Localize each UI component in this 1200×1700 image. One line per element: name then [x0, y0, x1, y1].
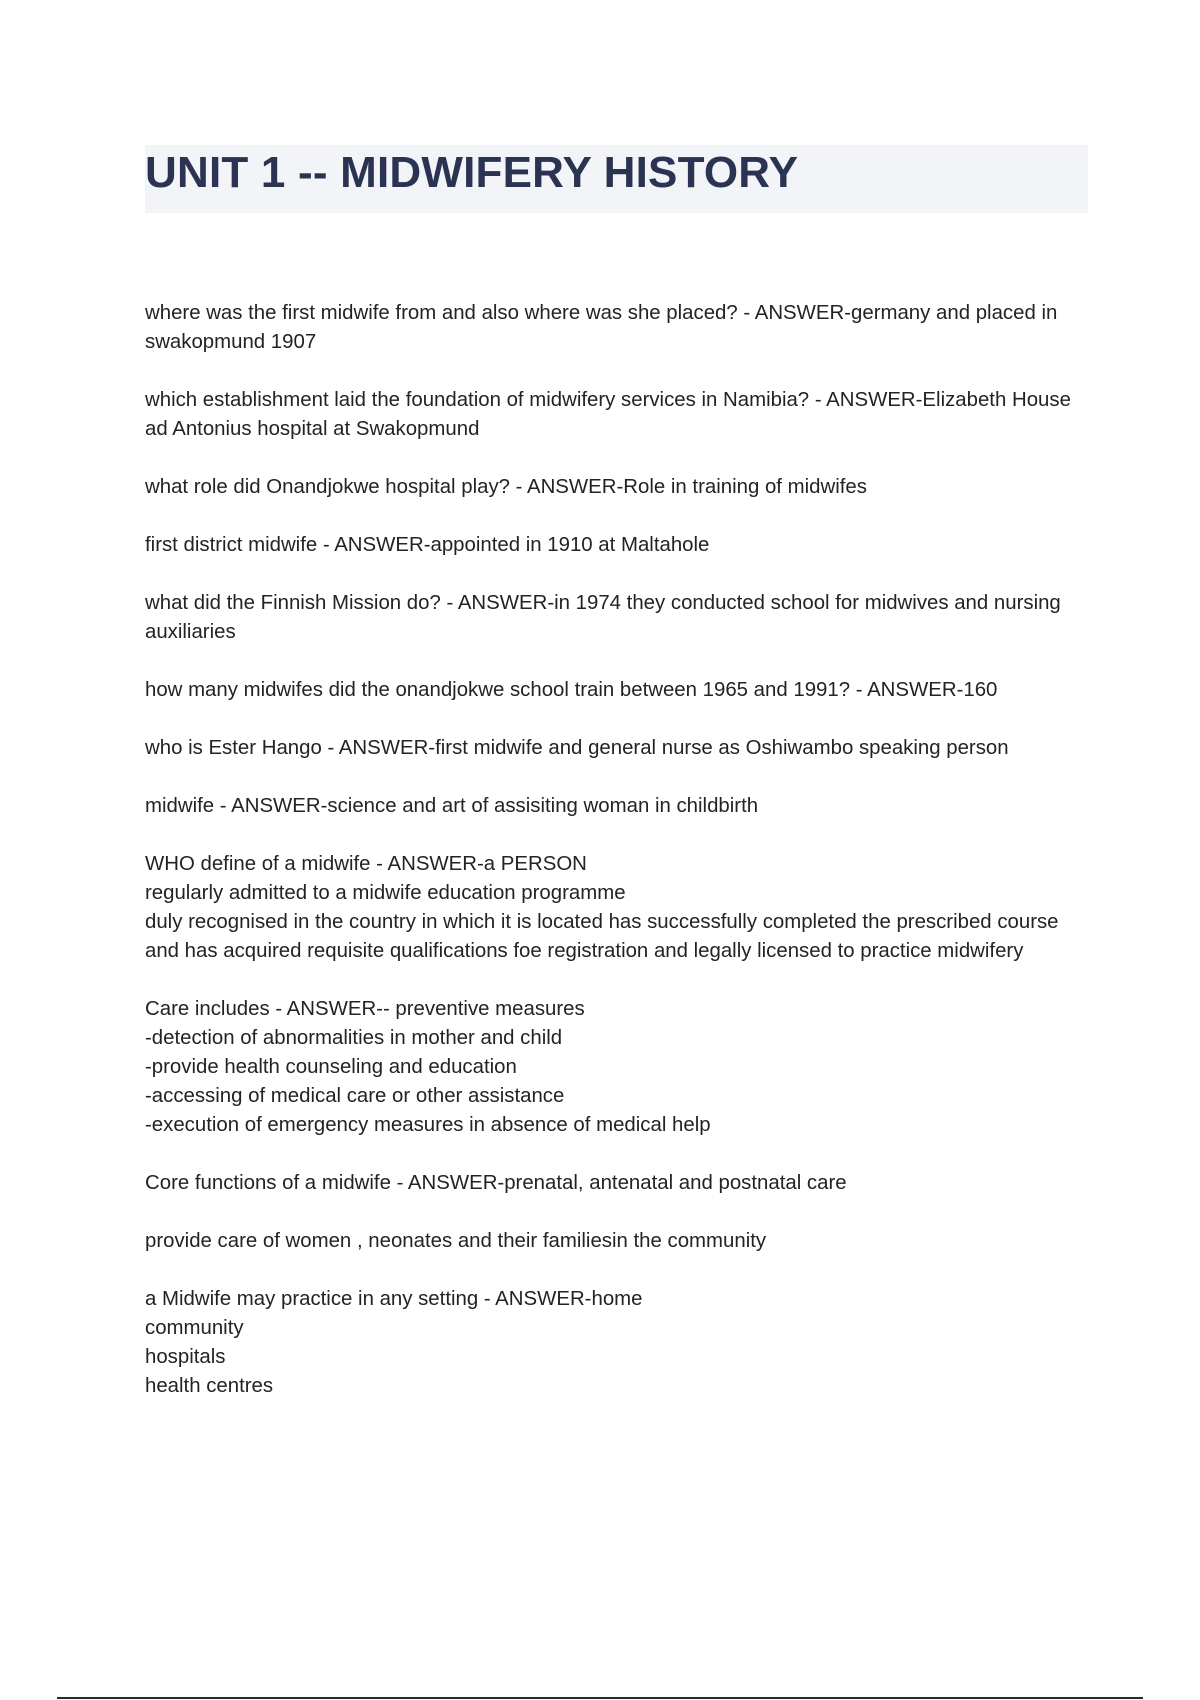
qa-entry-7: who is Ester Hango - ANSWER-first midwife and general nurse as Oshiwambo speaking person — [145, 737, 1009, 759]
qa-entry-3: what role did Onandjokwe hospital play? - ANSWER-Role in training of midwifes — [145, 476, 867, 498]
qa-entry-2: which establishment laid the foundation of midwifery services in Namibia? - ANSWER-Elizabeth House ad Antonius hospital at Swakopmund — [145, 389, 1071, 440]
qa-list — [145, 299, 1095, 1430]
qa-entry-12: provide care of women , neonates and their familiesin the community — [145, 1230, 767, 1252]
bottom-divider — [57, 1697, 1143, 1699]
qa-entry-13: a Midwife may practice in any setting - ANSWER-home community hospitals health centres — [145, 1288, 643, 1397]
document-title: UNIT 1 -- MIDWIFERY HISTORY — [145, 148, 799, 197]
qa-entry-5: what did the Finnish Mission do? - ANSWER-in 1974 they conducted school for midwives and nursing auxiliaries — [145, 592, 1061, 643]
qa-entry-10: Care includes - ANSWER-- preventive measures -detection of abnormalities in mother and child -provide health counseling and education -accessing of medical care or other assistance -execution of emergency measures in absence of medical help — [145, 998, 711, 1136]
qa-entry-6: how many midwifes did the onandjokwe school train between 1965 and 1991? - ANSWER-160 — [145, 679, 998, 701]
qa-entry-8: midwife - ANSWER-science and art of assisiting woman in childbirth — [145, 795, 759, 817]
qa-entry-9: WHO define of a midwife - ANSWER-a PERSON regularly admitted to a midwife education programme duly recognised in the country in which it is located has successfully completed the prescribed course and has acquired requisite qualifications foe registration and legally licensed to practice midwifery — [145, 853, 1059, 962]
qa-entry-1: where was the first midwife from and also where was she placed? - ANSWER-germany and placed in swakopmund 1907 — [145, 302, 1058, 353]
qa-entry-11: Core functions of a midwife - ANSWER-prenatal, antenatal and postnatal care — [145, 1172, 847, 1194]
qa-entry-4: first district midwife - ANSWER-appointed in 1910 at Maltahole — [145, 534, 710, 556]
